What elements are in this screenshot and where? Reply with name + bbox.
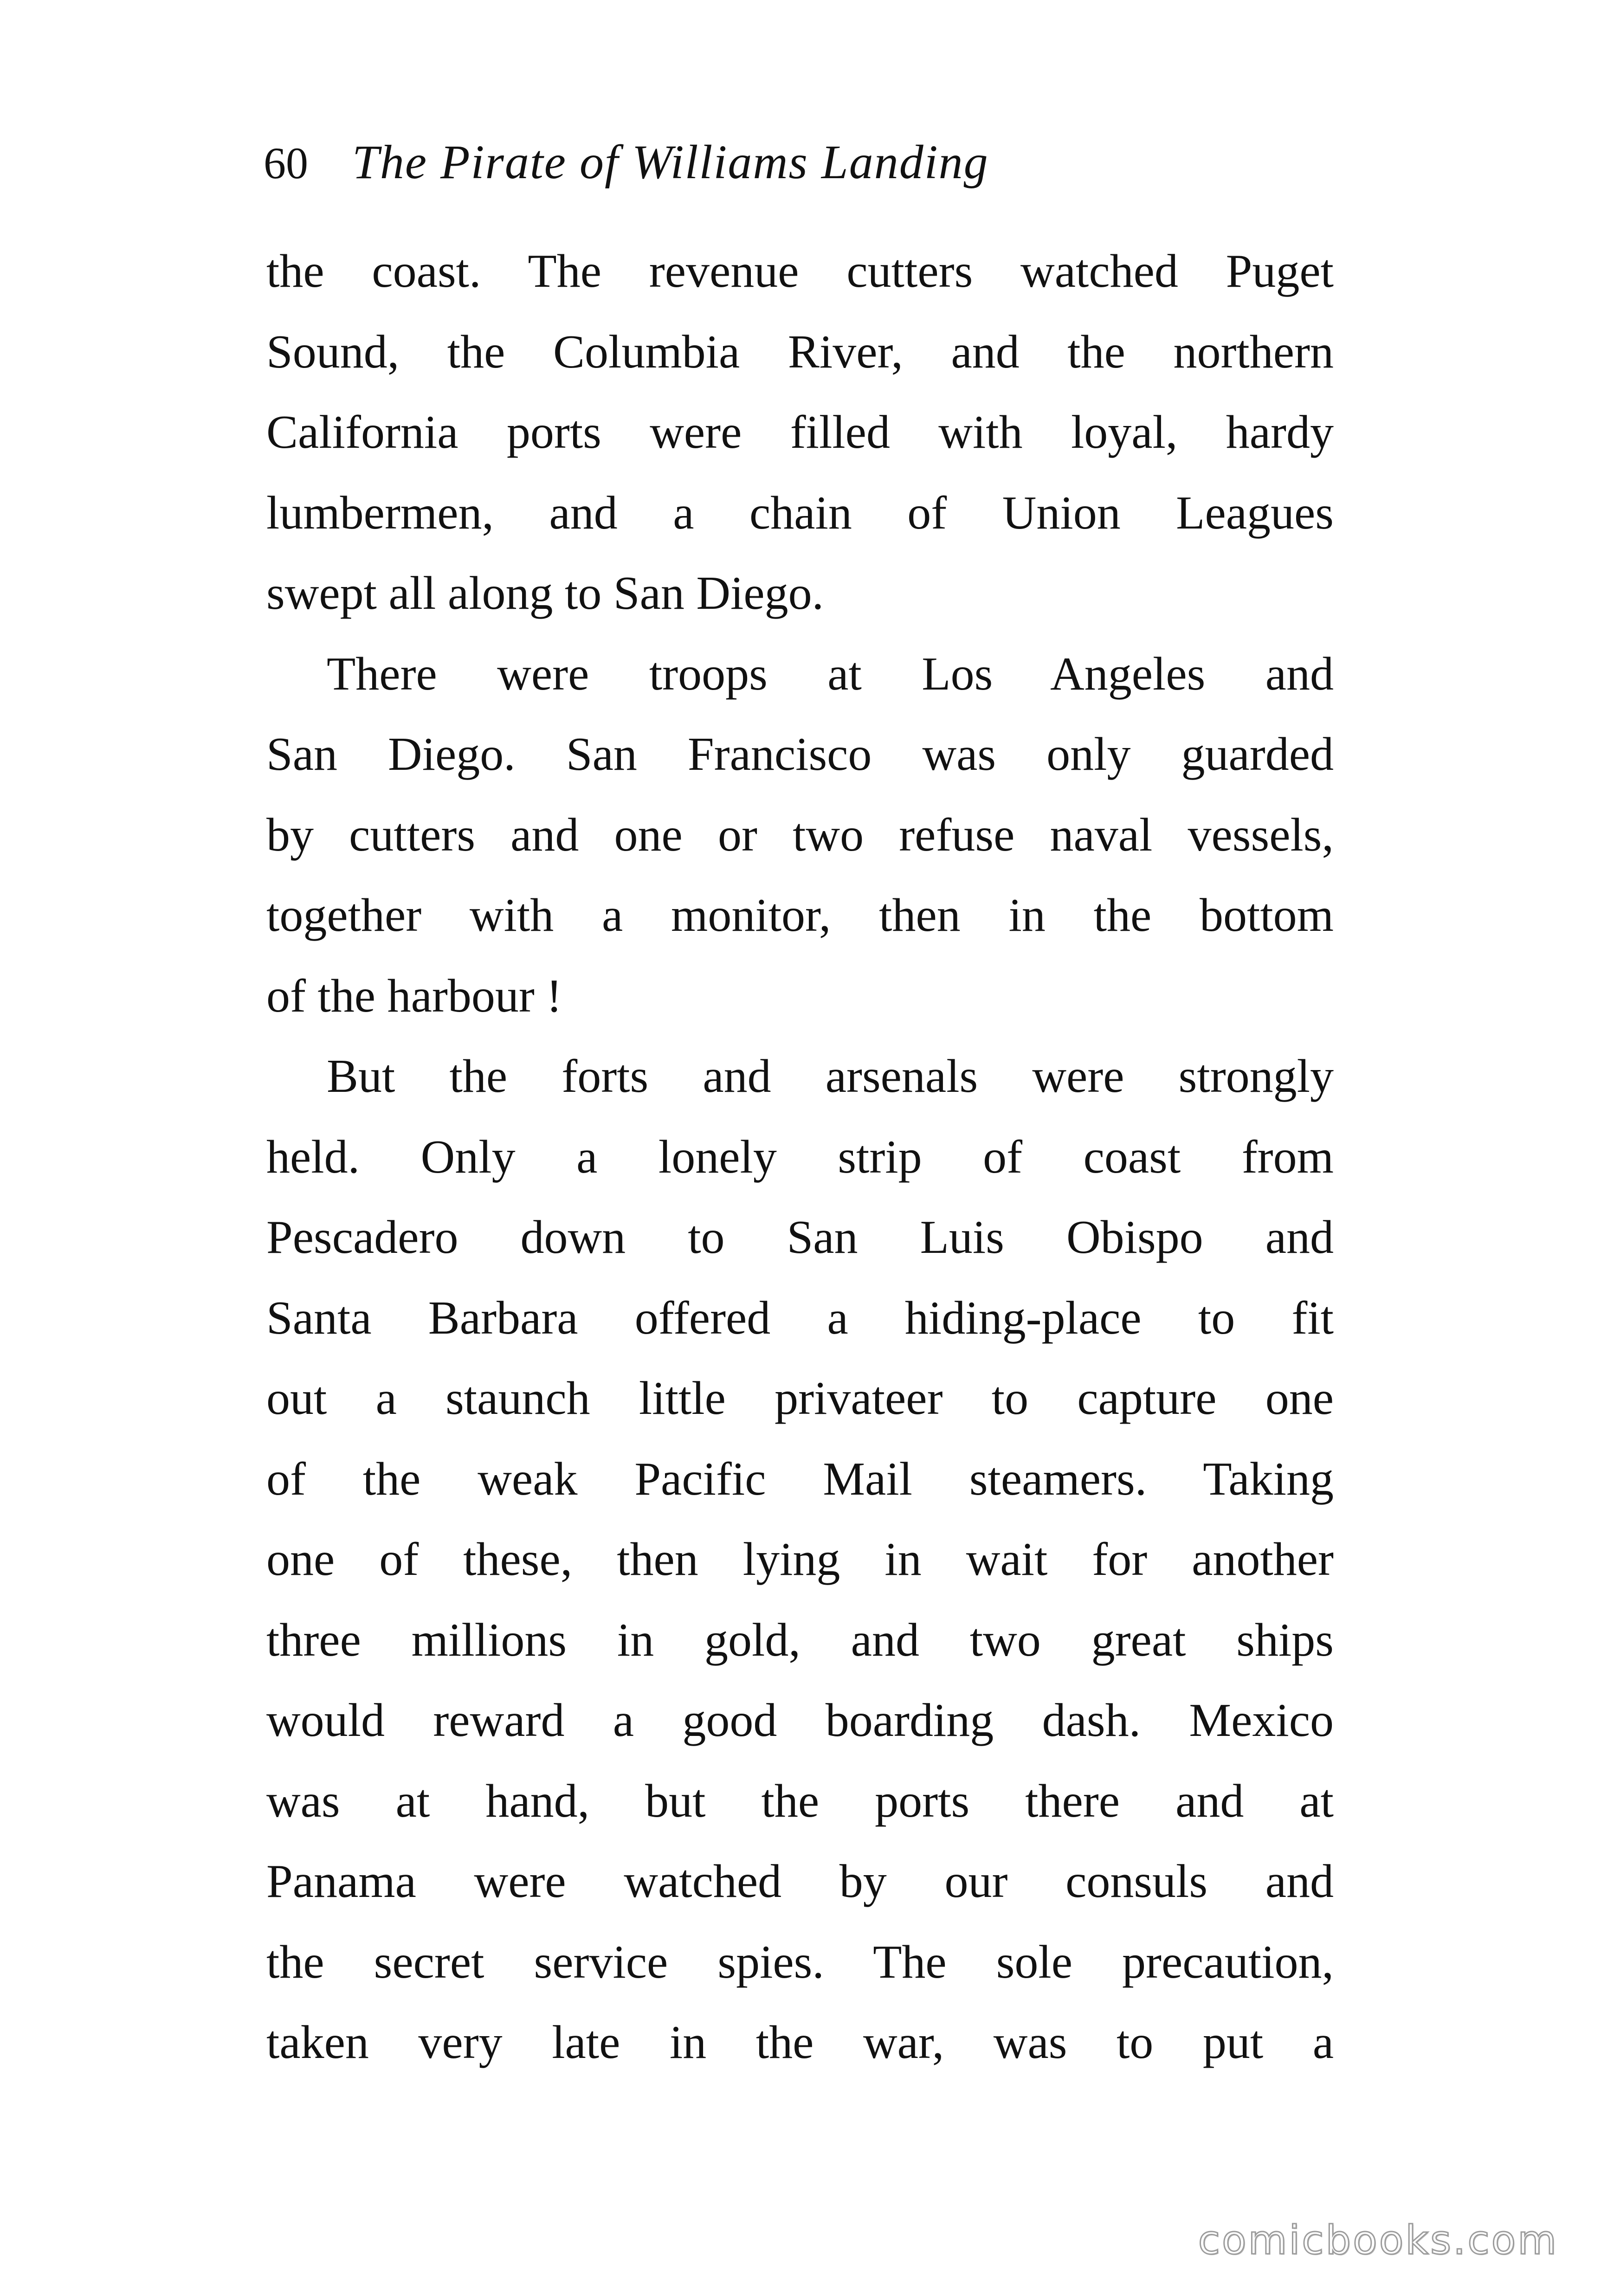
text-line: Sound, the Columbia River, and the northern xyxy=(266,325,1334,378)
text-line: the secret service spies. The sole precaution, xyxy=(266,1935,1334,1988)
text-line: But the forts and arsenals were strongly xyxy=(327,1050,1334,1103)
text-line: was at hand, but the ports there and at xyxy=(266,1774,1334,1827)
text-line: Panama were watched by our consuls and xyxy=(266,1855,1334,1908)
text-line: together with a monitor, then in the bottom xyxy=(266,889,1334,942)
page-number: 60 xyxy=(264,138,308,188)
text-line: would reward a good boarding dash. Mexico xyxy=(266,1694,1334,1747)
text-line: San Diego. San Francisco was only guarded xyxy=(266,728,1334,780)
running-head xyxy=(264,135,1340,204)
text-line: swept all along to San Diego. xyxy=(266,567,824,619)
book-title: The Pirate of Williams Landing xyxy=(352,135,989,189)
text-line: taken very late in the war, was to put a xyxy=(266,2016,1334,2069)
text-line: California ports were filled with loyal, hardy xyxy=(266,406,1334,458)
text-line: Pescadero down to San Luis Obispo and xyxy=(266,1211,1334,1264)
text-line: out a staunch little privateer to capture one xyxy=(266,1372,1334,1425)
text-line: held. Only a lonely strip of coast from xyxy=(266,1130,1334,1183)
watermark: comicbooks.com xyxy=(1198,2217,1558,2264)
text-line: three millions in gold, and two great ships xyxy=(266,1613,1334,1666)
text-line: of the harbour ! xyxy=(266,969,562,1022)
text-line: lumbermen, and a chain of Union Leagues xyxy=(266,486,1334,539)
text-line: the coast. The revenue cutters watched Puget xyxy=(266,245,1334,297)
text-line: one of these, then lying in wait for another xyxy=(266,1533,1334,1586)
text-line: There were troops at Los Angeles and xyxy=(327,647,1334,700)
text-line: by cutters and one or two refuse naval vessels, xyxy=(266,808,1334,861)
text-line: Santa Barbara offered a hiding-place to fit xyxy=(266,1291,1334,1344)
text-line: of the weak Pacific Mail steamers. Taking xyxy=(266,1452,1334,1505)
body-text xyxy=(266,231,1334,2083)
